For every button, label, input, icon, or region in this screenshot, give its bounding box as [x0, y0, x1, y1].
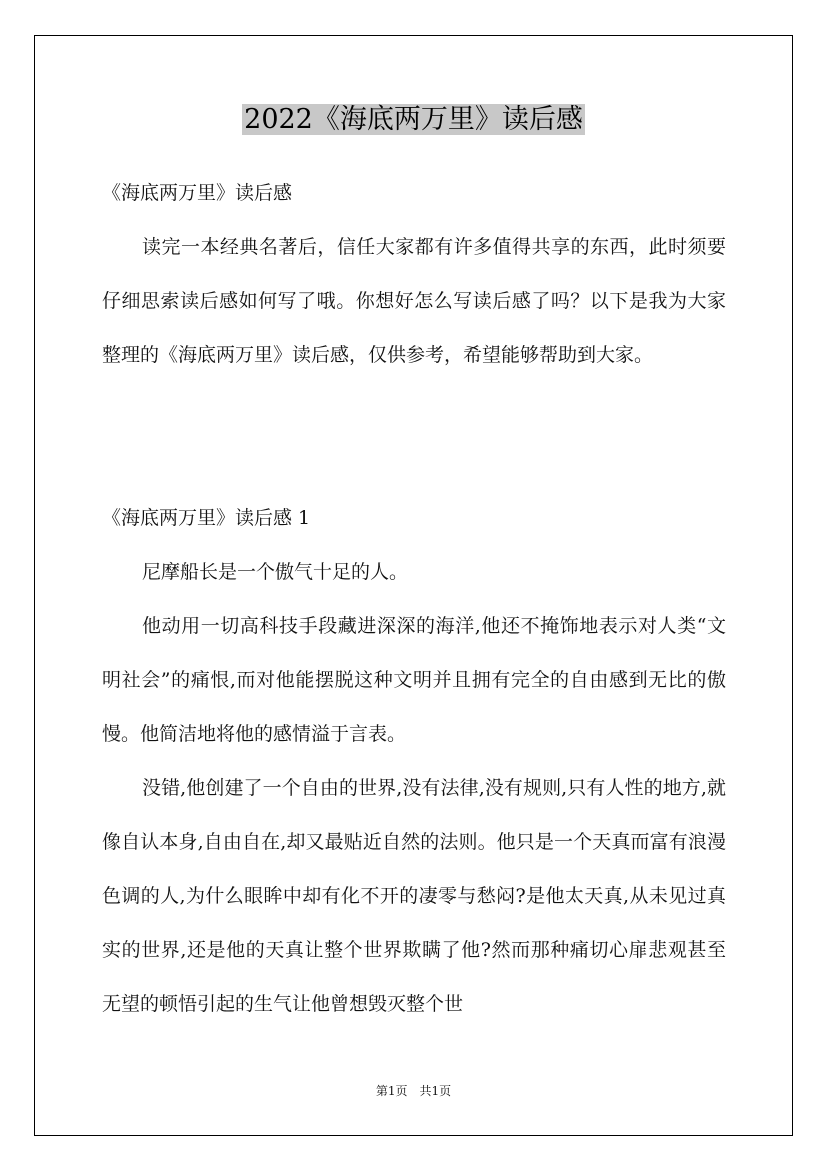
document-title: 2022《海底两万里》读后感 [244, 104, 583, 135]
page-footer: 第1页 共1页 [375, 1084, 452, 1098]
intro-heading: 《海底两万里》读后感 [102, 182, 293, 204]
document-title-wrapper [0, 100, 827, 140]
section-heading-1: 《海底两万里》读后感 1 [102, 507, 311, 529]
body-paragraph-1: 尼摩船长是一个傲气十足的人。 [142, 561, 409, 583]
body-paragraph-3: 没错,他创建了一个自由的世界,没有法律,没有规则,只有人性的地方,就像自认本身,自由自在,却又最贴近自然的法则。他只是一个天真而富有浪漫色调的人,为什么眼眸中却有化不开的凄零与愁闷?是他太天真,从未见过真实的世界,还是他的天真让整个世界欺瞒了他?然而那种痛切心扉悲观甚至无望的顿悟引起的生气让他曾想毁灭整个世 [102, 777, 726, 1015]
body-paragraph-2: 他动用一切高科技手段藏进深深的海洋,他还不掩饰地表示对人类“文明社会”的痛恨,而对他能摆脱这种文明并且拥有完全的自由感到无比的傲慢。他简洁地将他的感情溢于言表。 [102, 615, 726, 745]
intro-paragraph: 读完一本经典名著后，信任大家都有许多值得共享的东西，此时须要仔细思索读后感如何写了哦。你想好怎么写读后感了吗？以下是我为大家整理的《海底两万里》读后感，仅供参考，希望能够帮助到大家。 [102, 236, 726, 366]
